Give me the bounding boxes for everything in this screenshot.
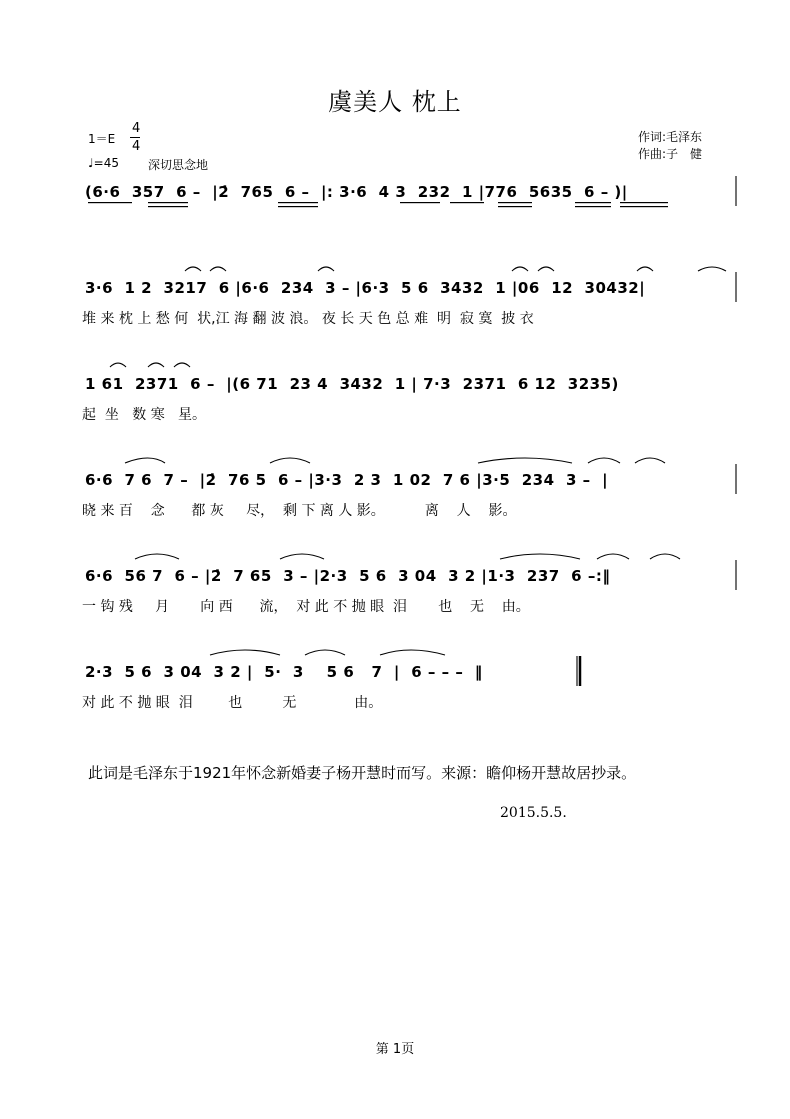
score-row-6-notes: 2·3 5 6 3 04 3 2 | 5· 3 5 6 7 | 6 – – – ‖ (85, 663, 483, 681)
slur (135, 554, 179, 559)
score-row-6-lyrics: 对 此 不 抛 眼 泪 也 无 由。 (82, 695, 383, 711)
slur (185, 267, 201, 271)
slur (635, 458, 665, 463)
beam-underline (575, 202, 611, 203)
slur (210, 650, 280, 655)
score-row-3-notes: 1 61 2371 6 – |(6 71 23 4 3432 1 | 7·3 2371 6 12 3235) (85, 375, 619, 393)
score-row-4-lyrics: 晓 来 百 念 都 灰 尽， 剩 下 离 人 影。 离 人 影。 (82, 503, 517, 519)
beam-underline (620, 202, 668, 203)
score-row-3-lyrics: 起 坐 数 寒 星。 (82, 407, 207, 423)
key-signature: 1＝E (88, 132, 116, 146)
composer-credit: 作曲:子 健 (638, 147, 703, 161)
beam-underline (148, 202, 188, 203)
score-row-1-notes: (6·6 357 6 – |2̇ 765 6 – |: 3·6 4 3 232 1 |776 5635 6 – )| (85, 183, 628, 201)
slur (174, 363, 190, 367)
slur (125, 458, 165, 463)
beam-underline (450, 202, 484, 203)
score-row-4-notes: 6·6 7 6 7 – |2̇ 76 5 6 – |3·3 2 3 1 02 7 6 |3·5 234 3 – | (85, 471, 609, 489)
beam-underline (148, 206, 188, 207)
beam-underline (498, 202, 532, 203)
lyricist-credit: 作词:毛泽东 (638, 130, 703, 144)
beam-underline (278, 202, 318, 203)
beam-underline (498, 206, 532, 207)
beam-underline (88, 202, 132, 203)
time-signature-top: 4 (132, 121, 141, 136)
beam-underline (278, 206, 318, 207)
beam-underline (620, 206, 668, 207)
slur (650, 554, 680, 559)
transcription-date: 2015.5.5. (500, 805, 567, 821)
slur (110, 363, 126, 367)
slur (380, 650, 445, 655)
time-signature-bottom: 4 (132, 139, 141, 154)
slur (698, 267, 726, 271)
slur (538, 267, 554, 271)
source-caption: 此词是毛泽东于1921年怀念新婚妻子杨开慧时而写。来源：瞻仰杨开慧故居抄录。 (88, 764, 637, 782)
slur (500, 554, 580, 559)
slur (597, 554, 629, 559)
slur (512, 267, 528, 271)
slur (318, 267, 334, 271)
beam-underline (575, 206, 611, 207)
beam-underline (400, 202, 440, 203)
score-row-2-lyrics: 堆 来 枕 上 愁 何 状,江 海 翻 波 浪。 夜 长 天 色 总 难 明 寂 寞 披 衣 (82, 311, 534, 327)
slur (305, 650, 345, 655)
slur (280, 554, 324, 559)
score-row-2-notes: 3·6 1 2 3217 6 |6·6 234 3 – |6·3 5 6 3432 1 |06 12 30432| (85, 279, 646, 297)
slur (588, 458, 620, 463)
slur (637, 267, 653, 271)
tempo-marking: ♩=45 (88, 156, 119, 170)
page-number: 第 1页 (375, 1042, 415, 1057)
slur (478, 458, 572, 463)
slur (270, 458, 310, 463)
score-row-5-lyrics: 一 钩 残 月 向 西 流， 对 此 不 抛 眼 泪 也 无 由。 (82, 599, 530, 615)
slur (210, 267, 226, 271)
slur (148, 363, 164, 367)
expression-marking: 深切思念地 (148, 158, 209, 172)
song-title: 虞美人 枕上 (328, 88, 462, 116)
score-row-5-notes: 6·6 56 7 6 – |2̇ 7 65 3 – |2·3 5 6 3 04 3 2 |1·3 237 6 –:‖ (85, 567, 611, 585)
